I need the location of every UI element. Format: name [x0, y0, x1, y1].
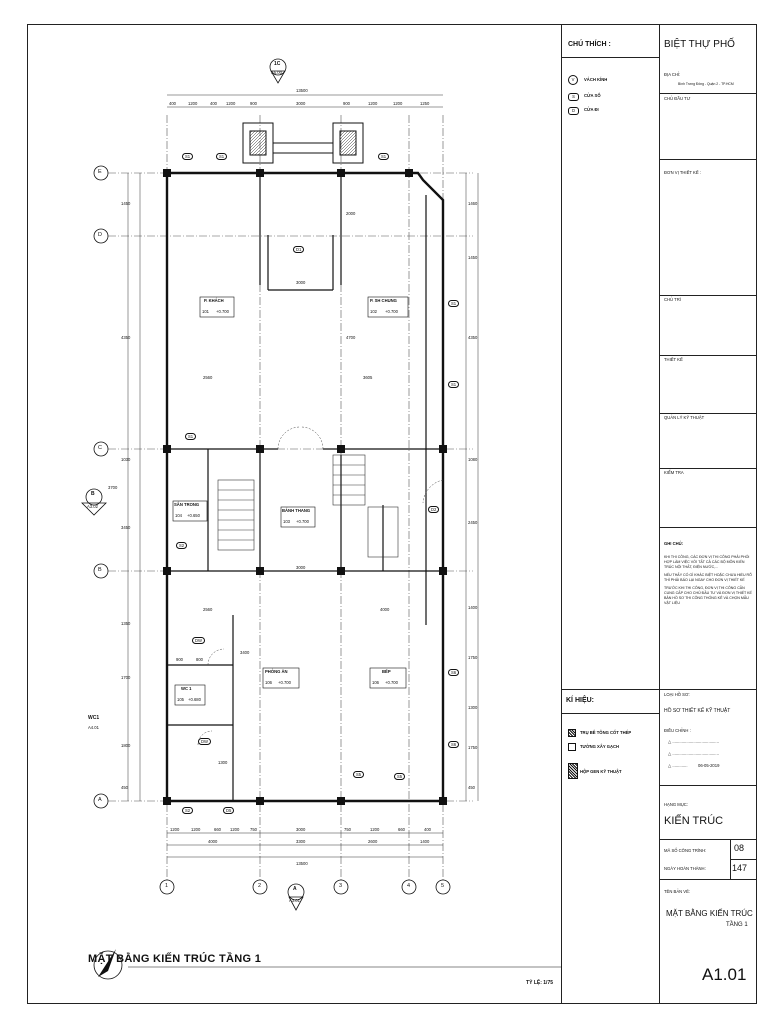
divider — [660, 413, 756, 414]
room-name: SÂN TRONG — [174, 502, 200, 507]
room-code: 106 — [265, 680, 272, 685]
revision-label: ĐIỀU CHỈNH : — [664, 728, 691, 733]
dimension-text: 1200 — [370, 827, 380, 832]
category: KIẾN TRÚC — [664, 815, 724, 827]
dimension-text: 660 — [398, 827, 405, 832]
divider — [660, 527, 756, 528]
dimension-text: 3000 — [296, 280, 306, 285]
divider — [660, 785, 756, 786]
sheet-number: A1.01 — [702, 965, 747, 984]
dimension-text: 1200 — [226, 101, 236, 106]
legend-symbol-label: HỘP GEN KỸ THUẬT — [580, 769, 622, 774]
room-level: +0.700 — [216, 309, 229, 314]
room-level: +0.680 — [188, 697, 201, 702]
door-tag: D2 — [428, 506, 439, 513]
grid-lines — [108, 115, 473, 883]
grid-row-label: E — [98, 169, 102, 175]
window-tag: S1 — [448, 300, 459, 307]
door-symbol: D — [568, 107, 579, 115]
window-symbol: S — [568, 93, 579, 101]
sheet-subtitle: TẦNG 1 — [726, 922, 748, 928]
notes-label: GHI CHÚ: — [664, 541, 684, 546]
dimension-text: 900 — [343, 101, 350, 106]
dimension-text: 660 — [214, 827, 221, 832]
dimension-text: 1250 — [420, 101, 430, 106]
dimension-text: 1460 — [468, 201, 478, 206]
dimension-text: 2560 — [203, 607, 213, 612]
grid-col-label: 4 — [407, 883, 411, 889]
legend-note: CỬA ĐI — [584, 107, 599, 112]
address-label: ĐỊA CHỈ: — [664, 72, 681, 77]
dimension-text: 1350 — [121, 621, 131, 626]
door-swings — [198, 427, 443, 745]
room-name: WC 1 — [181, 686, 192, 691]
divider — [660, 839, 756, 840]
divider — [730, 859, 756, 860]
room-name: BẾP — [382, 669, 391, 674]
dimension-text: 450 — [121, 785, 128, 790]
dimension-text: 3605 — [363, 375, 373, 380]
designer-label: ĐƠN VỊ THIẾT KẾ : — [664, 170, 701, 175]
dimension-text: 1400 — [468, 605, 478, 610]
grid-row-label: B — [98, 567, 102, 573]
room-level: +0.700 — [278, 680, 291, 685]
room-code: 106 — [372, 680, 379, 685]
legend-note: VÁCH KÍNH — [584, 77, 608, 82]
room-code: 101 — [202, 309, 209, 314]
grid-col-label: 1 — [165, 883, 169, 889]
room-name: PHÒNG ĂN — [265, 669, 288, 674]
grid-row-label: D — [98, 232, 102, 238]
room-level: +0.700 — [296, 519, 309, 524]
section-tag-label: B — [91, 491, 95, 497]
staircase — [218, 455, 398, 557]
window-tag: S1 — [448, 381, 459, 388]
room-code: 105 — [177, 697, 184, 702]
grid-col-label: 5 — [441, 883, 445, 889]
dimension-text: 1200 — [170, 827, 180, 832]
grid-col-label: 2 — [258, 883, 262, 889]
dimension-text: 1400 — [420, 839, 430, 844]
room-code: 103 — [283, 519, 290, 524]
dimension-text: 1750 — [468, 745, 478, 750]
dimension-text: 1030 — [121, 457, 131, 462]
design-label: THIẾT KẾ — [664, 357, 683, 362]
grid-row-label: C — [98, 445, 102, 451]
window-tag: S1 — [182, 153, 193, 160]
notes-title: CHÚ THÍCH : — [568, 41, 611, 48]
window-tag: S5 — [353, 771, 364, 778]
dimension-text: 3400 — [240, 650, 250, 655]
sheet-title: MẶT BẰNG KIẾN TRÚC — [666, 909, 753, 918]
plan-scale: TỶ LỆ: 1/75 — [526, 980, 553, 986]
project-name: BIỆT THỰ PHỐ — [664, 39, 735, 50]
window-tag: S1 — [216, 153, 227, 160]
check-label: KIỂM TRA — [664, 470, 684, 475]
grid-row-label: A — [98, 797, 102, 803]
window-tag: S6 — [448, 669, 459, 676]
room-code: 104 — [175, 513, 182, 518]
drawing-sheet — [27, 24, 757, 1004]
dimension-text: 4350 — [121, 335, 131, 340]
room-name: P. KHÁCH — [204, 298, 224, 303]
legend-symbol-label: TƯỜNG XÂY GẠCH — [580, 744, 620, 749]
interior-walls — [167, 173, 443, 801]
owner-label: CHỦ ĐẦU TƯ — [664, 96, 691, 101]
window-tag: S1 — [378, 153, 389, 160]
dimension-text: 3000 — [296, 565, 306, 570]
note-item: NẾU THẤY CÓ GÌ KHÁC BIỆT HOẶC CHƯA HIỂU RÕ THÌ PHẢI BÁO LẠI NGAY CHO ĐƠN VỊ THIẾT KẾ — [664, 573, 752, 582]
dimension-text: 1200 — [230, 827, 240, 832]
top-balcony — [243, 123, 363, 163]
dimension-text: 1800 — [121, 743, 131, 748]
revision-row: △ ........................................ — [668, 739, 719, 744]
dimension-text: 1200 — [368, 101, 378, 106]
dimension-text: 1200 — [191, 827, 201, 832]
section-tag-ref: A3.01 — [289, 898, 300, 903]
columns — [163, 169, 447, 805]
divider — [562, 57, 659, 58]
doc-type: HỒ SƠ THIẾT KẾ KỸ THUẬT — [664, 708, 731, 714]
dimension-text: 1200 — [188, 101, 198, 106]
dimension-text: 3000 — [296, 827, 306, 832]
legend-note: CỬA SỔ — [584, 93, 601, 98]
section-tag-ref: A3.02 — [87, 504, 98, 509]
window-tag: S6 — [448, 741, 459, 748]
dimension-text: 1750 — [468, 655, 478, 660]
dimension-text: 400 — [424, 827, 431, 832]
revision-row: △ ............. — [668, 763, 688, 768]
legend-symbol-label: TRỤ BÊ TÔNG CỐT THÉP — [580, 730, 632, 735]
dimension-text: 1300 — [468, 705, 478, 710]
dimension-text: 1200 — [393, 101, 403, 106]
date-label: NGÀY HOÀN THÀNH: — [664, 866, 706, 871]
window-tag: S1 — [185, 433, 196, 440]
divider — [660, 879, 756, 880]
service-shaft-icon — [568, 763, 578, 779]
revision-date: 06-05-2019 — [698, 763, 720, 768]
title-block — [660, 25, 756, 1003]
dimension-text: 400 — [210, 101, 217, 106]
door-tag: D1 — [293, 246, 304, 253]
window-tag: S2 — [182, 807, 193, 814]
overall-dimension: 13500 — [296, 861, 308, 866]
dimension-text: 1300 — [218, 760, 228, 765]
sheet-label: TÊN BẢN VẼ: — [664, 889, 691, 894]
code-value: 08 — [734, 843, 745, 853]
dimension-text: 3000 — [296, 101, 306, 106]
drawing-area — [28, 25, 562, 1003]
section-triangles — [82, 71, 306, 910]
door-tag: DW — [198, 738, 211, 745]
door-tag: DW — [192, 637, 205, 644]
window-tag: S5 — [394, 773, 405, 780]
dimension-text: 4700 — [346, 335, 356, 340]
divider — [660, 295, 756, 296]
divider — [660, 468, 756, 469]
section-tag-ref: A5.00 — [271, 70, 282, 75]
dimension-text: 1080 — [468, 457, 478, 462]
wc-tag-ref: A4.01 — [88, 725, 99, 730]
dimension-text: 1450 — [121, 201, 131, 206]
room-name: P. SH CHUNG — [370, 298, 397, 303]
plan-title: MẶT BẰNG KIẾN TRÚC TẦNG 1 — [88, 953, 262, 965]
grid-col-label: 3 — [339, 883, 343, 889]
director-label: CHỦ TRÌ — [664, 297, 681, 302]
dimension-text: 2600 — [368, 839, 378, 844]
dimension-text: 900 — [176, 657, 183, 662]
dimension-text: 2560 — [203, 375, 213, 380]
section-tag-label: 1C — [274, 61, 281, 67]
manager-label: QUẢN LÝ KỸ THUẬT — [664, 415, 705, 420]
symbols-title: KÍ HIỆU: — [566, 697, 594, 704]
room-level: +0.700 — [385, 309, 398, 314]
dimension-text: 4000 — [380, 607, 390, 612]
dimension-text: 4000 — [208, 839, 218, 844]
room-code: 102 — [370, 309, 377, 314]
glass-wall-symbol: V — [568, 75, 578, 85]
room-level: +0.700 — [385, 680, 398, 685]
dimension-text: 450 — [468, 785, 475, 790]
dimension-text: 750 — [344, 827, 351, 832]
category-label: HẠNG MỤC: — [664, 802, 688, 807]
divider — [562, 713, 659, 714]
window-tag: S2 — [176, 542, 187, 549]
revision-row: △ ........................................ — [668, 751, 719, 756]
dimension-text: 400 — [169, 101, 176, 106]
concrete-column-icon — [568, 729, 576, 737]
general-notes — [664, 555, 752, 606]
dimension-text: 4350 — [468, 335, 478, 340]
dimension-text: 2000 — [346, 211, 356, 216]
room-name: BÁNH THANG — [282, 508, 311, 513]
dimension-text: 750 — [250, 827, 257, 832]
wc-tag-label: WC1 — [88, 715, 100, 721]
note-item: KHI THI CÔNG, CÁC ĐƠN VỊ THI CÔNG PHẢI PHỐI HỢP LÀM VIỆC VỚI TẤT CẢ CÁC BỘ MÔN KIẾN TRÚC NỘI THẤT, ĐIỆN NƯỚC,... — [664, 555, 750, 569]
dimension-text: 3300 — [296, 839, 306, 844]
note-item: TRƯỚC KHI THI CÔNG, ĐƠN VỊ THI CÔNG CẦN CUNG CẤP CHO CHỦ ĐẦU TƯ VÀ ĐƠN VỊ THIẾT KẾ BẢN HỒ SƠ THI CÔNG THỐNG KÊ VÀ CHỌN MẪU VẬT LIỆU — [664, 586, 752, 605]
dimension-text: 3450 — [121, 525, 131, 530]
divider — [562, 689, 659, 690]
divider — [660, 93, 756, 94]
brick-wall-icon — [568, 743, 576, 751]
section-tag-label: A — [293, 886, 297, 892]
divider — [660, 355, 756, 356]
page-value: 147 — [732, 863, 748, 873]
dimension-text: 3700 — [108, 485, 118, 490]
code-label: MÃ SỐ CÔNG TRÌNH: — [664, 848, 707, 853]
door-tag: D5 — [223, 807, 234, 814]
dimension-text: 1700 — [121, 675, 131, 680]
room-level: +0.650 — [187, 513, 200, 518]
divider — [660, 159, 756, 160]
overall-dimension: 13500 — [296, 88, 308, 93]
doc-type-label: LOẠI HỒ SƠ: — [664, 692, 690, 697]
dimension-text: 2450 — [468, 520, 478, 525]
dimension-text: 800 — [196, 657, 203, 662]
address: Bình Trưng Đông - Quận 2 - TP.HCM — [678, 82, 734, 86]
divider — [660, 689, 756, 690]
floor-plan-svg — [28, 25, 562, 1005]
dimension-text: 1450 — [468, 255, 478, 260]
dimension-text: 900 — [250, 101, 257, 106]
legend-column — [562, 25, 660, 1003]
